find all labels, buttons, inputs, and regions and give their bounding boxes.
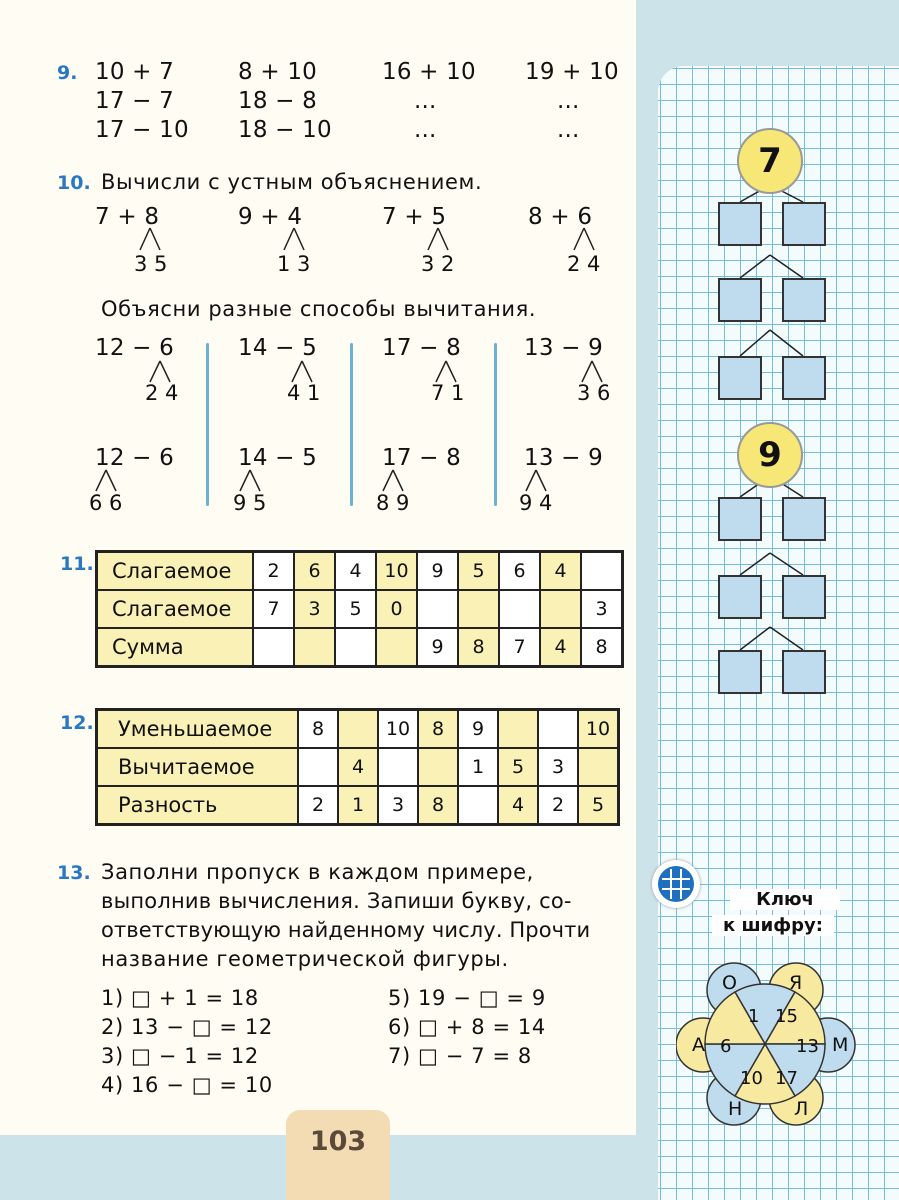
table-cell: 0 <box>376 590 417 628</box>
ex9-expr: 17 − 7 <box>95 88 174 114</box>
ex9-expr: ... <box>414 117 437 143</box>
ex13-task: 6) □ + 8 = 14 <box>388 1015 546 1039</box>
ex13-text-line: выполнив вычисления. Запиши букву, со- <box>101 889 572 913</box>
exercise-13-number: 13. <box>57 862 91 884</box>
table-cell: 2 <box>253 552 294 591</box>
ex13-task: 4) 16 − □ = 10 <box>101 1073 273 1097</box>
table-cell: 5 <box>458 552 499 591</box>
tree-top-number: 7 <box>737 128 803 194</box>
table-cell: 3 <box>538 748 578 786</box>
ex9-expr: 8 + 10 <box>238 59 317 85</box>
ex10-split: 3 5 <box>134 252 168 276</box>
sub-expr: 17 − 8 <box>382 335 461 361</box>
sub-expr: 14 − 5 <box>238 335 317 361</box>
sub-expr: 12 − 6 <box>95 335 174 361</box>
row-label: Уменьшаемое <box>97 710 299 749</box>
ex13-task: 7) □ − 7 = 8 <box>388 1044 532 1068</box>
ex13-task: 2) 13 − □ = 12 <box>101 1015 273 1039</box>
ex10-split: 2 4 <box>567 252 601 276</box>
ex13-task: 1) □ + 1 = 18 <box>101 986 259 1010</box>
page-number: 103 <box>286 1110 390 1200</box>
table-cell: 2 <box>298 786 338 825</box>
cipher-number: 6 <box>720 1036 732 1057</box>
ex10-expr: 9 + 4 <box>238 204 303 230</box>
ex9-expr: ... <box>557 88 580 114</box>
ex13-text-line: название геометрической фигуры. <box>101 947 509 971</box>
exercise-11-number: 11. <box>60 553 94 575</box>
table-cell: 8 <box>458 628 499 667</box>
answer-box <box>782 202 826 246</box>
ex10-split: 3 2 <box>421 252 455 276</box>
table-cell: 5 <box>335 590 376 628</box>
sub-expr: 17 − 8 <box>382 445 461 471</box>
ex10-expr: 7 + 5 <box>382 204 447 230</box>
table-cell: 9 <box>417 552 458 591</box>
table-cell: 8 <box>418 710 458 749</box>
cipher-number: 17 <box>775 1068 798 1089</box>
table-cell: 8 <box>418 786 458 825</box>
cipher-number: 15 <box>775 1006 798 1027</box>
table-cell: 10 <box>578 710 619 749</box>
table-cell: 4 <box>540 552 581 591</box>
answer-box <box>718 575 762 619</box>
ex10-expr: 7 + 8 <box>95 204 160 230</box>
sub-expr: 13 − 9 <box>524 335 603 361</box>
exercise-12-number: 12. <box>60 712 94 734</box>
table-cell: 3 <box>378 786 418 825</box>
sub-split: 3 6 <box>577 381 611 405</box>
table-cell: 10 <box>378 710 418 749</box>
exercise-10-number: 10. <box>57 172 91 194</box>
table-cell: 10 <box>376 552 417 591</box>
table-cell: 9 <box>417 628 458 667</box>
ex10-instruction-2: Объясни разные способы вычитания. <box>101 297 537 321</box>
table-cell: 3 <box>581 590 623 628</box>
table-cell: 7 <box>499 628 540 667</box>
answer-box <box>718 650 762 694</box>
answer-box <box>718 202 762 246</box>
answer-box <box>718 497 762 541</box>
ex9-expr: 18 − 8 <box>238 88 317 114</box>
table-cell: 9 <box>458 710 498 749</box>
table-cell: 8 <box>581 628 623 667</box>
cipher-letter: А <box>692 1034 705 1056</box>
ex9-expr: ... <box>414 88 437 114</box>
sub-split: 6 6 <box>89 491 123 515</box>
table-cell: 7 <box>253 590 294 628</box>
table-cell: 5 <box>578 786 619 825</box>
sub-split: 2 4 <box>145 381 179 405</box>
table-cell: 4 <box>335 552 376 591</box>
answer-box <box>718 278 762 322</box>
ex13-text-line: Заполни пропуск в каждом примере, <box>101 860 534 884</box>
cipher-letter: О <box>722 972 737 994</box>
globe-icon <box>652 860 700 908</box>
ex9-expr: 10 + 7 <box>95 59 174 85</box>
sub-split: 7 1 <box>431 381 465 405</box>
answer-box <box>782 650 826 694</box>
table-cell: 4 <box>338 748 378 786</box>
cipher-letter: Н <box>728 1098 743 1120</box>
table-cell: 4 <box>498 786 538 825</box>
table-cell: 3 <box>294 590 335 628</box>
table-cell: 8 <box>298 710 338 749</box>
cipher-number: 1 <box>748 1006 760 1027</box>
ex10-expr: 8 + 6 <box>528 204 593 230</box>
answer-box <box>782 575 826 619</box>
ex9-expr: 18 − 10 <box>238 117 332 143</box>
cipher-letter: М <box>832 1034 849 1056</box>
key-label-line1: Ключ <box>730 889 840 910</box>
table-cell: 4 <box>540 628 581 667</box>
row-label: Вычитаемое <box>97 748 299 786</box>
sub-expr: 12 − 6 <box>95 445 174 471</box>
sub-split: 8 9 <box>376 491 410 515</box>
answer-box <box>782 497 826 541</box>
cipher-number: 13 <box>796 1036 819 1057</box>
answer-box <box>718 356 762 400</box>
answer-box <box>782 356 826 400</box>
exercise-9-number: 9. <box>57 62 78 84</box>
ex9-expr: 19 + 10 <box>525 59 619 85</box>
sub-split: 9 5 <box>233 491 267 515</box>
cipher-letter: Я <box>789 972 803 994</box>
sub-expr: 14 − 5 <box>238 445 317 471</box>
cipher-number: 10 <box>740 1068 763 1089</box>
ex13-text-line: ответствующую найденному числу. Прочти <box>101 918 591 942</box>
row-label: Слагаемое <box>97 552 254 591</box>
key-label-line2: к шифру: <box>712 915 834 936</box>
cipher-letter: Л <box>794 1098 809 1120</box>
row-label: Слагаемое <box>97 590 254 628</box>
table-cell: 1 <box>338 786 378 825</box>
answer-box <box>782 278 826 322</box>
sub-split: 9 4 <box>519 491 553 515</box>
ex9-expr: 17 − 10 <box>95 117 189 143</box>
sub-expr: 13 − 9 <box>524 445 603 471</box>
table-cell: 2 <box>538 786 578 825</box>
ex13-task: 3) □ − 1 = 12 <box>101 1044 259 1068</box>
row-label: Сумма <box>97 628 254 667</box>
table-cell: 1 <box>458 748 498 786</box>
ex9-expr: ... <box>557 117 580 143</box>
ex9-expr: 16 + 10 <box>382 59 476 85</box>
tree-top-number: 9 <box>737 422 803 488</box>
ex10-instruction: Вычисли с устным объяснением. <box>101 170 483 194</box>
sub-split: 4 1 <box>287 381 321 405</box>
ex10-split: 1 3 <box>277 252 311 276</box>
row-label: Разность <box>97 786 299 825</box>
table-cell: 5 <box>498 748 538 786</box>
table-cell: 6 <box>499 552 540 591</box>
table-cell: 6 <box>294 552 335 591</box>
ex13-task: 5) 19 − □ = 9 <box>388 986 546 1010</box>
